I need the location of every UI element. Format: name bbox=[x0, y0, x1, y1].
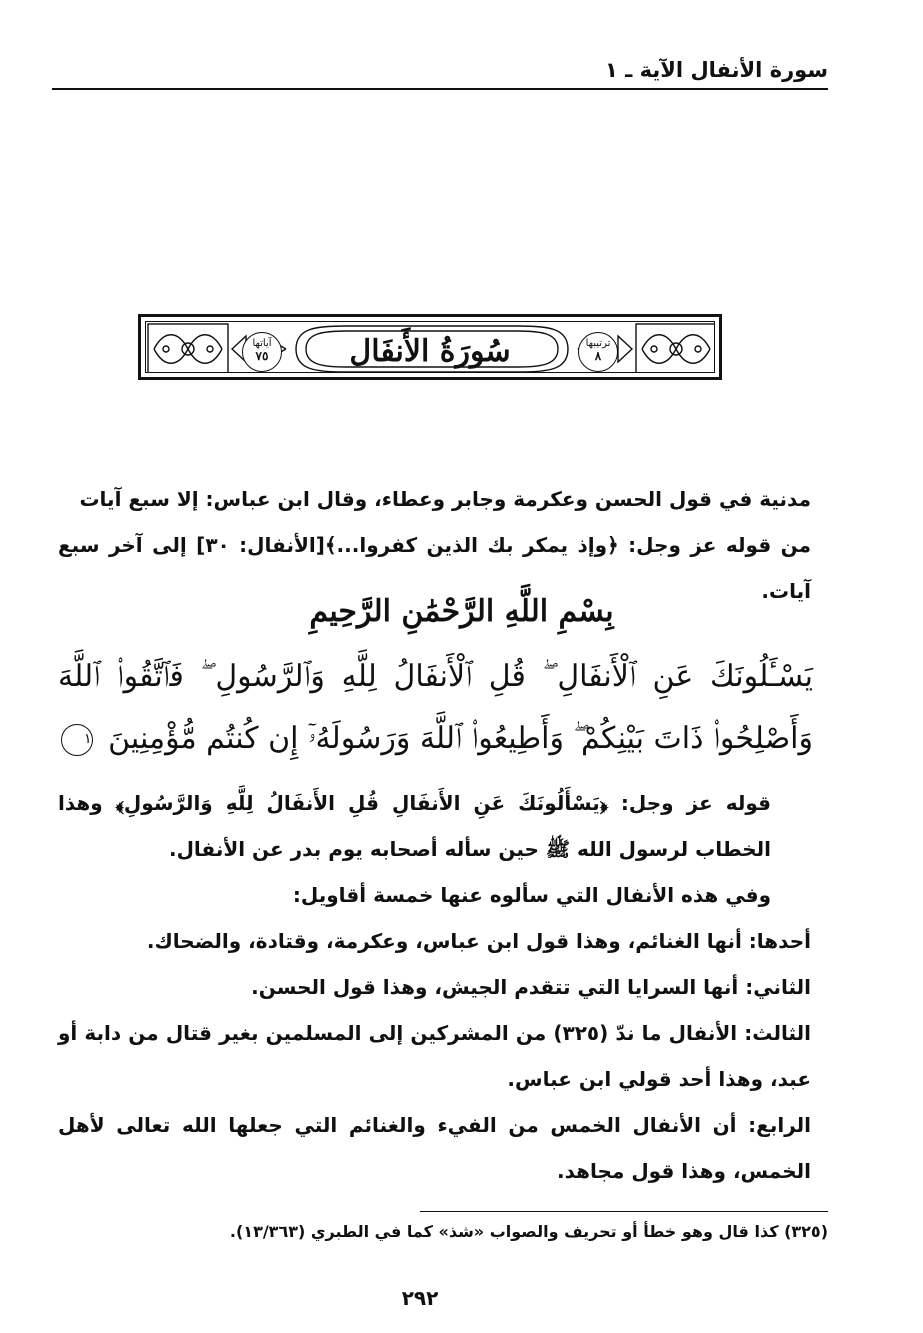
surah-order-number: ٨ bbox=[594, 349, 602, 363]
intro-line-2: من قوله عز وجل: ﴿وإذ يمكر بك الذين كفروا...﴾[الأنفال: ٣٠] إلى آخر سبع آيات. bbox=[58, 533, 811, 603]
intro-line-1: مدنية في قول الحسن وعكرمة وجابر وعطاء، وقال ابن عباس: إلا سبع آيات bbox=[79, 487, 811, 511]
header-rule bbox=[52, 88, 828, 90]
commentary bbox=[58, 780, 811, 1194]
verse-count-number: ٧٥ bbox=[255, 349, 269, 363]
commentary-paragraph: الرابع: أن الأنفال الخمس من الفيء والغنائم التي جعلها الله تعالى لأهل الخمس، وهذا قول مجاهد. bbox=[58, 1113, 811, 1183]
verse-count-medallion bbox=[242, 332, 282, 372]
verse-text: يَسْـَٔلُونَكَ عَنِ ٱلْأَنفَالِ ۖ قُلِ ٱلْأَنفَالُ لِلَّهِ وَٱلرَّسُولِ ۖ فَٱتَّقُوا۟ ٱللَّهَ وَأَصْلِحُوا۟ ذَاتَ بَيْنِكُمْ ۖ وَأَطِيعُوا۟ ٱللَّهَ وَرَسُولَهُۥٓ إِن كُنتُم مُّؤْمِنِينَ bbox=[58, 659, 813, 756]
commentary-paragraph: وفي هذه الأنفال التي سألوه عنها خمسة أقاويل: bbox=[292, 883, 771, 907]
commentary-paragraph: الثالث: الأنفال ما ندّ (٣٢٥) من المشركين إلى المسلمين بغير قتال من دابة أو عبد، وهذا أحد قولي ابن عباس. bbox=[58, 1021, 811, 1091]
ayah-number-marker: ١ bbox=[61, 724, 93, 756]
surah-banner bbox=[138, 314, 722, 380]
banner-frame bbox=[145, 321, 715, 373]
footnote: (٣٢٥) كذا قال وهو خطأ أو تحريف والصواب «شذ» كما في الطبري (١٣/٣٦٣). bbox=[229, 1222, 828, 1241]
commentary-paragraph: قوله عز وجل: ﴿يَسْأَلُونَكَ عَنِ الأَنفَالِ قُلِ الأَنفَالُ لِلَّهِ وَالرَّسُولِ﴾ وهذا الخطاب لرسول الله ﷺ حين سأله أصحابه يوم بدر عن الأنفال. bbox=[58, 791, 771, 861]
surah-order-label: ترتيبها bbox=[585, 338, 611, 349]
verse-count-label: آياتها bbox=[252, 338, 272, 349]
footnote-rule bbox=[420, 1211, 828, 1212]
commentary-paragraph: الثاني: أنها السرايا التي تتقدم الجيش، وهذا قول الحسن. bbox=[251, 975, 811, 999]
commentary-paragraph: أحدها: أنها الغنائم، وهذا قول ابن عباس، وعكرمة، وقتادة، والضحاك. bbox=[146, 929, 811, 953]
running-header: سورة الأنفال الآية ـ ١ bbox=[605, 58, 828, 82]
basmala: بِسْمِ اللَّهِ الرَّحْمَٰنِ الرَّحِيمِ bbox=[309, 594, 614, 629]
page-number: ٢٩٢ bbox=[401, 1286, 439, 1310]
surah-title: سُورَةُ الأَنفَال bbox=[349, 334, 511, 369]
quran-verse bbox=[58, 646, 813, 770]
